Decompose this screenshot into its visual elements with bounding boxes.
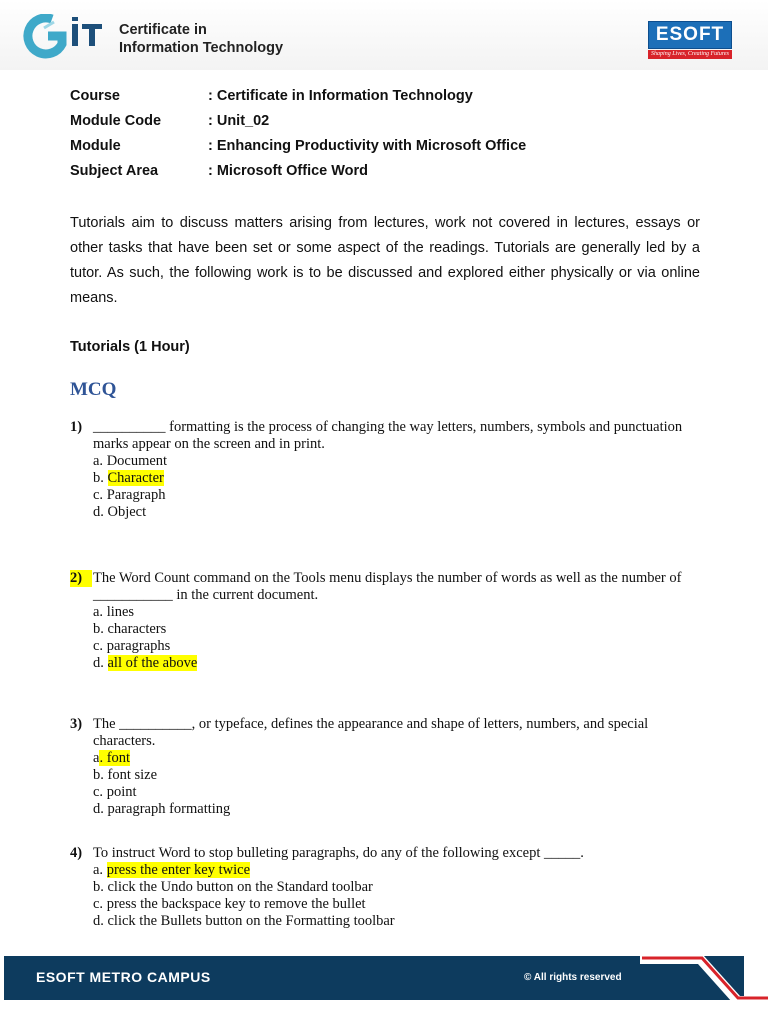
page-header	[0, 0, 768, 72]
highlighted-answer: . font	[99, 750, 131, 766]
course-value: : Certificate in Information Technology	[208, 88, 473, 104]
highlighted-answer: press the enter key twice	[106, 862, 251, 878]
option-d: d. click the Bullets button on the Formatting toolbar	[93, 913, 395, 929]
question-4	[70, 845, 690, 930]
option-b: b. font size	[93, 767, 158, 783]
esoft-tagline: Shaping Lives, Creating Futures	[648, 50, 732, 59]
option-c: c. press the backspace key to remove the bullet	[93, 896, 366, 912]
option-b: b. characters	[93, 621, 167, 637]
footer-swoosh-icon	[640, 956, 768, 1002]
option-b: b. click the Undo button on the Standard toolbar	[93, 879, 373, 895]
question-text: __________ formatting is the process of changing the way letters, numbers, symbols and punctuation marks appear on the screen and in print.	[93, 419, 683, 452]
module-label: Module	[70, 138, 121, 154]
mcq-heading: MCQ	[70, 379, 117, 400]
option-d: d. all of the above	[93, 655, 198, 671]
highlighted-answer: Character	[107, 470, 164, 486]
course-info-row	[70, 161, 526, 186]
question-number: 2)	[70, 570, 92, 587]
course-info-row	[70, 136, 526, 161]
option-d: d. Object	[93, 504, 147, 520]
option-a: a. font	[93, 750, 131, 766]
cit-logo-icon	[22, 14, 108, 60]
question-number: 4)	[70, 845, 83, 861]
footer-brand: ESOFT METRO CAMPUS	[36, 969, 211, 985]
question-text: The Word Count command on the Tools menu displays the number of words as well as the number of ___________ in the current document.	[93, 570, 682, 603]
question-3	[70, 716, 690, 818]
certificate-title-line2: Information Technology	[119, 40, 284, 56]
subject-area-label: Subject Area	[70, 163, 159, 179]
esoft-logo	[648, 21, 732, 59]
intro-paragraph: Tutorials aim to discuss matters arising from lectures, work not covered in lectures, essays or other tasks that have been set or some aspect of the readings. Tutorials are generally led by a tutor. As such, the following work is to be discussed and explored either physically or via online means.	[70, 215, 700, 306]
question-1	[70, 419, 690, 521]
subject-area-value: : Microsoft Office Word	[208, 163, 369, 179]
question-text: The __________, or typeface, defines the appearance and shape of letters, numbers, and special characters.	[93, 716, 649, 749]
course-info-row	[70, 86, 526, 111]
option-a: a. lines	[93, 604, 135, 620]
footer-rights: © All rights reserved	[524, 972, 622, 983]
option-a: a. press the enter key twice	[93, 862, 251, 878]
question-text: To instruct Word to stop bulleting paragraphs, do any of the following except _____.	[93, 845, 584, 861]
option-c: c. Paragraph	[93, 487, 166, 503]
tutorials-heading: Tutorials (1 Hour)	[70, 339, 190, 355]
module-value: : Enhancing Productivity with Microsoft Office	[208, 138, 527, 154]
question-body	[93, 570, 690, 672]
question-body	[93, 845, 690, 930]
option-b: b. Character	[93, 470, 164, 486]
course-info	[70, 86, 526, 186]
question-number: 1)	[70, 419, 83, 435]
question-body	[93, 716, 690, 818]
page-footer	[0, 956, 768, 1002]
certificate-title-line1: Certificate in	[119, 22, 207, 38]
module-code-label: Module Code	[70, 113, 162, 129]
question-number: 3)	[70, 716, 83, 732]
option-a: a. Document	[93, 453, 168, 469]
course-label: Course	[70, 88, 120, 104]
course-info-row	[70, 111, 526, 136]
question-body	[93, 419, 690, 521]
esoft-logo-text: ESOFT	[655, 24, 725, 45]
certificate-title	[119, 21, 283, 57]
option-c: c. paragraphs	[93, 638, 171, 654]
module-code-value: : Unit_02	[208, 113, 270, 129]
option-d: d. paragraph formatting	[93, 801, 231, 817]
option-c: c. point	[93, 784, 137, 800]
highlighted-answer: all of the above	[107, 655, 198, 671]
question-2	[70, 570, 690, 672]
